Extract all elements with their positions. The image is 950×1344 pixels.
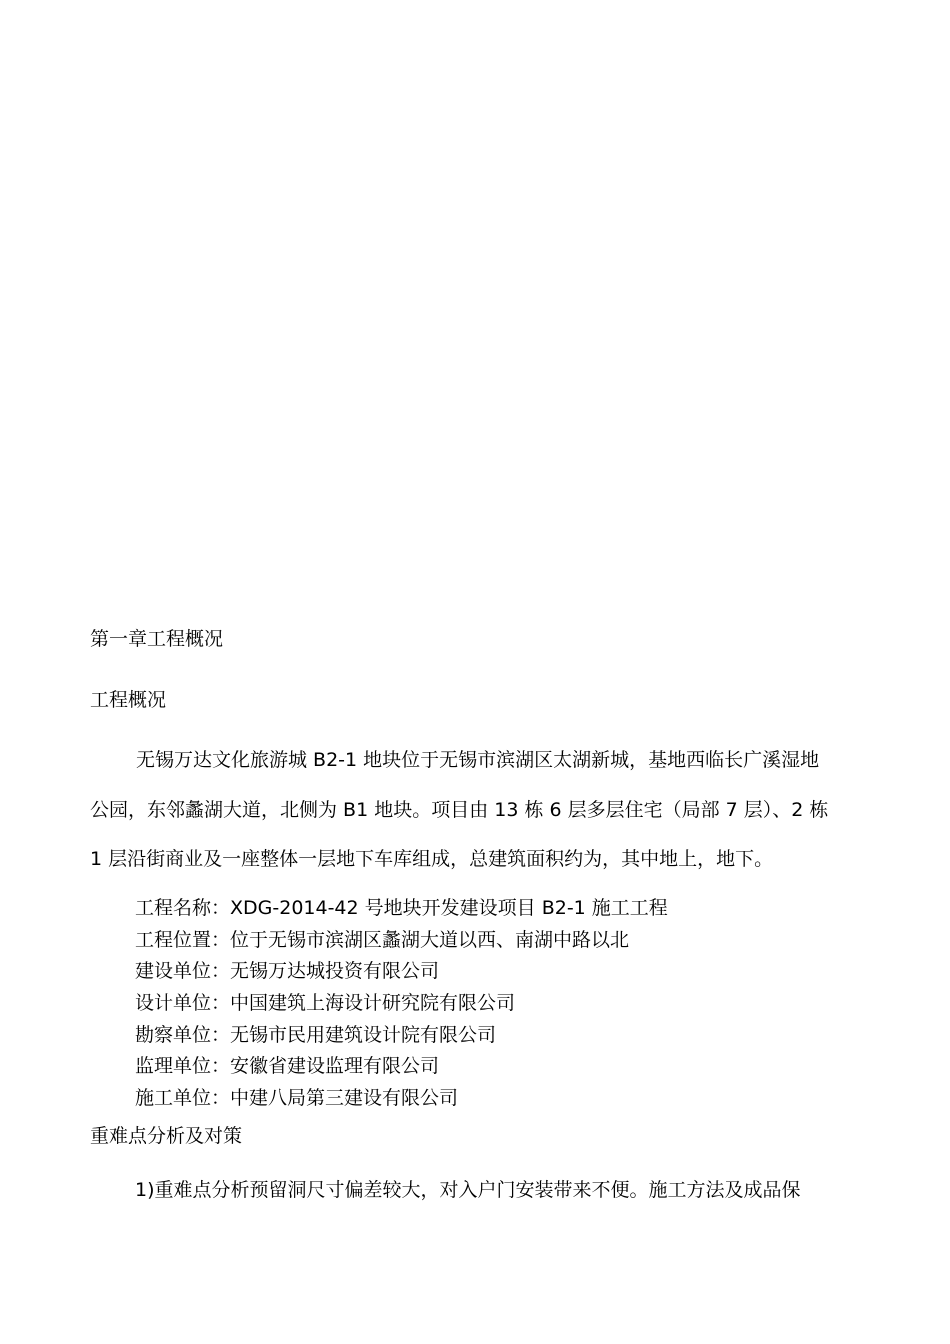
intro-line-1: 无锡万达文化旅游城 B2-1 地块位于无锡市滨湖区太湖新城，基地西临长广溪湿地 bbox=[136, 749, 820, 771]
difficulty-line: 1)重难点分析预留洞尺寸偏差较大，对入户门安装带来不便。施工方法及成品保 bbox=[135, 1179, 801, 1201]
info-item-survey-unit: 勘察单位：无锡市民用建筑设计院有限公司 bbox=[135, 1024, 497, 1046]
section-title: 工程概况 bbox=[90, 689, 167, 711]
intro-line-3: 1 层沿街商业及一座整体一层地下车库组成，总建筑面积约为，其中地上，地下。 bbox=[90, 848, 774, 870]
intro-line-2: 公园，东邻蠡湖大道，北侧为 B1 地块。项目由 13 栋 6 层多层住宅（局部 7 层）、2 栋 bbox=[90, 799, 829, 821]
difficulty-title: 重难点分析及对策 bbox=[90, 1125, 243, 1147]
info-item-contractor-unit: 施工单位：中建八局第三建设有限公司 bbox=[135, 1087, 459, 1109]
info-item-project-name: 工程名称：XDG-2014-42 号地块开发建设项目 B2-1 施工工程 bbox=[135, 897, 668, 919]
chapter-title: 第一章工程概况 bbox=[90, 628, 224, 650]
info-item-construction-unit: 建设单位：无锡万达城投资有限公司 bbox=[135, 960, 440, 982]
info-item-design-unit: 设计单位：中国建筑上海设计研究院有限公司 bbox=[135, 992, 516, 1014]
info-item-supervision-unit: 监理单位：安徽省建设监理有限公司 bbox=[135, 1055, 440, 1077]
info-item-project-location: 工程位置：位于无锡市滨湖区蠡湖大道以西、南湖中路以北 bbox=[135, 929, 630, 951]
